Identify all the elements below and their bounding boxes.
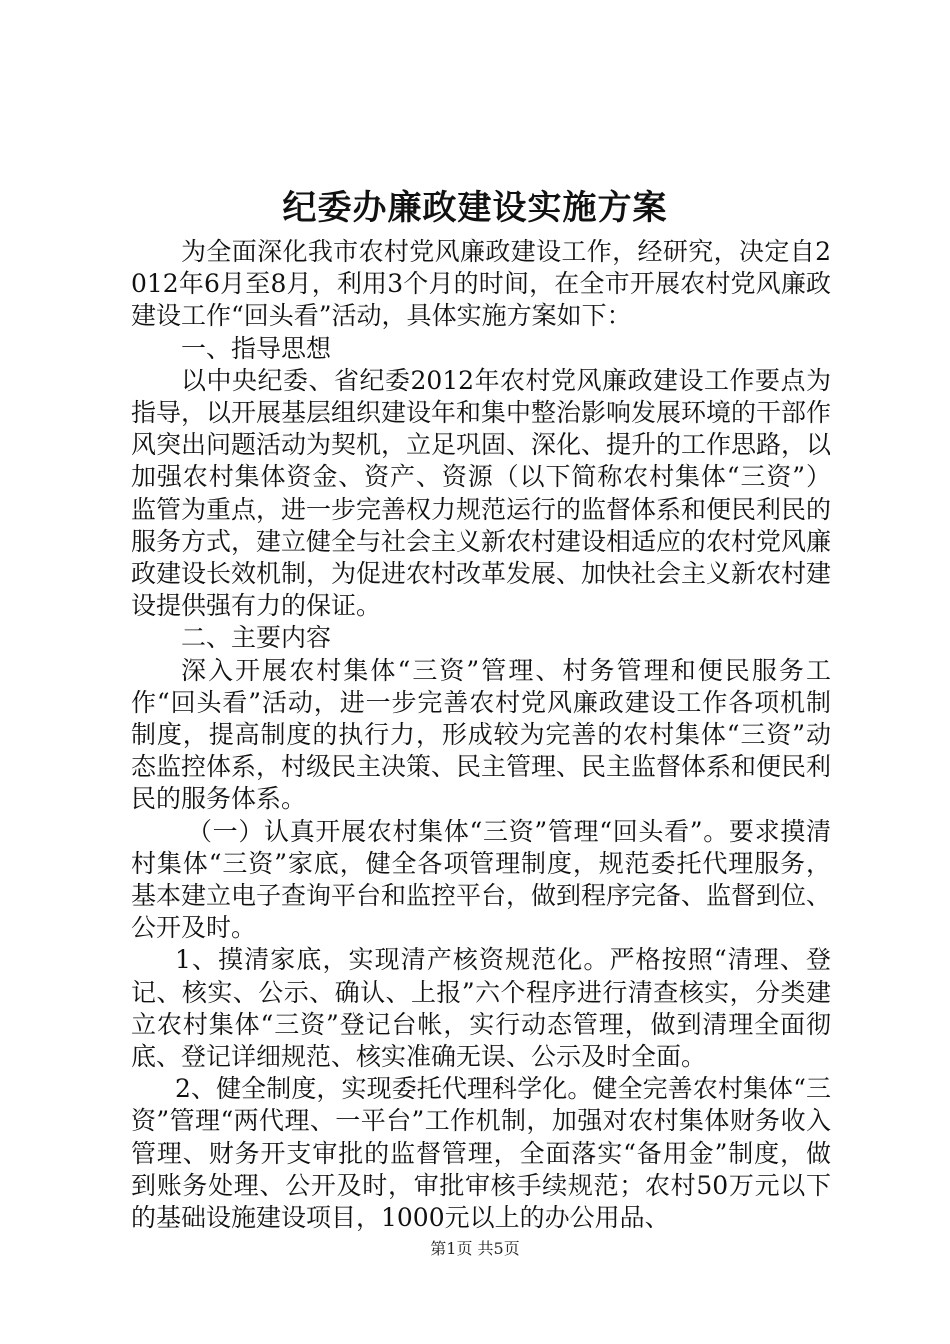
paragraph-intro: 为全面深化我市农村党风廉政建设工作，经研究，决定自2012年6月至8月，利用3个月的时间，在全市开展农村党风廉政建设工作“回头看”活动，具体实施方案如下：: [131, 237, 831, 331]
section-heading-main-content: 二、主要内容: [181, 623, 332, 653]
paragraph-item-2: 2、健全制度，实现委托代理科学化。健全完善农村集体“三资”管理“两代理、一平台”工作机制，加强对农村集体财务收入管理、财务开支审批的监督管理，全面落实“备用金”制度，做到账务处理、公开及时，审批审核手续规范；农村50万元以下的基础设施建设项目，1000元以上的办公用品、: [131, 1074, 831, 1233]
page-footer: 第1页 共5页: [430, 1239, 520, 1258]
document-body: [131, 236, 831, 1234]
section-heading-guiding-thought: 一、指导思想: [181, 333, 332, 363]
paragraph-main-content: 深入开展农村集体“三资”管理、村务管理和便民服务工作“回头看”活动，进一步完善农村党风廉政建设工作各项机制制度，提高制度的执行力，形成较为完善的农村集体“三资”动态监控体系，村级民主决策、民主管理、民主监督体系和便民利民的服务体系。: [131, 655, 832, 814]
document-title: 纪委办廉政建设实施方案: [282, 188, 668, 228]
paragraph-guiding-thought: 以中央纪委、省纪委2012年农村党风廉政建设工作要点为指导，以开展基层组织建设年和集中整治影响发展环境的干部作风突出问题活动为契机，立足巩固、深化、提升的工作思路，以加强农村集体资金、资产、资源（以下简称农村集体“三资”）监管为重点，进一步完善权力规范运行的监督体系和便民利民的服务方式，建立健全与社会主义新农村建设相适应的农村党风廉政建设长效机制，为促进农村改革发展、加快社会主义新农村建设提供强有力的保证。: [131, 365, 832, 621]
paragraph-subsection-1: （一）认真开展农村集体“三资”管理“回头看”。要求摸清村集体“三资”家底，健全各项管理制度，规范委托代理服务，基本建立电子查询平台和监控平台，做到程序完备、监督到位、公开及时。: [131, 816, 832, 943]
paragraph-item-1: 1、摸清家底，实现清产核资规范化。严格按照“清理、登记、核实、公示、确认、上报”六个程序进行清查核实，分类建立农村集体“三资”登记台帐，实行动态管理，做到清理全面彻底、登记详细规范、核实准确无误、公示及时全面。: [131, 945, 831, 1072]
